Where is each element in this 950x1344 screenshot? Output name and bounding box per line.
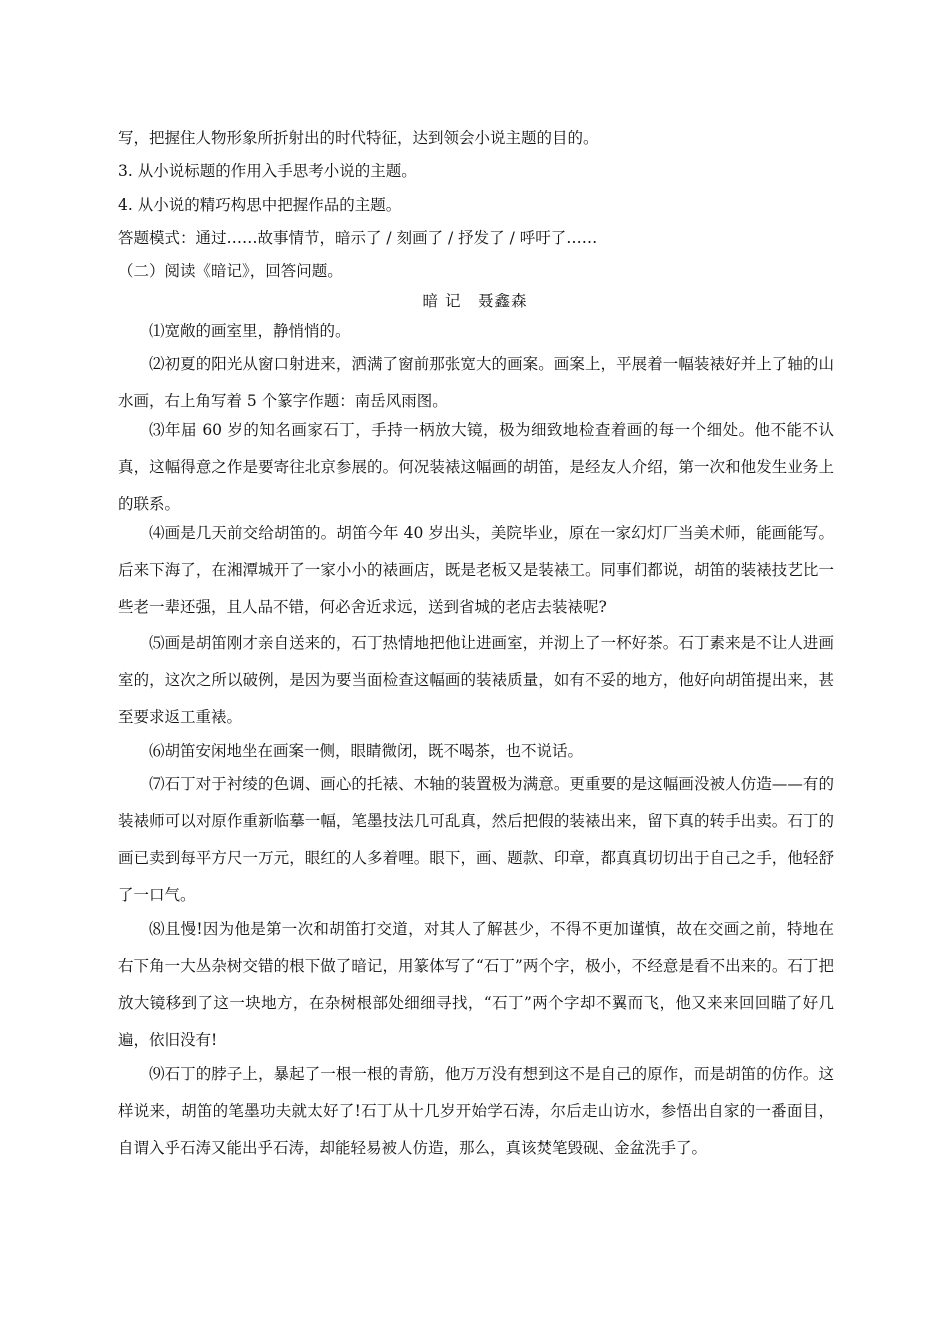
article-paragraph-9: ⑼石丁的脖子上，暴起了一根一根的青筋，他万万没有想到这不是自己的原作，而是胡笛的仿作。这样说来，胡笛的笔墨功夫就太好了!石丁从十几岁开始学石涛，尔后走山访水，参悟出自家的一番面目，自谓入乎石涛又能出乎石涛，却能轻易被人仿造，那么，真该焚笔毁砚、金盆洗手了。 xyxy=(118,1065,834,1157)
article-paragraph-1: ⑴宽敞的画室里，静悄悄的。 xyxy=(149,322,351,340)
intro-line: 3. 从小说标题的作用入手思考小说的主题。 xyxy=(118,162,417,180)
article-paragraph-8: ⑻且慢!因为他是第一次和胡笛打交道，对其人了解甚少，不得不更加谨慎，故在交画之前，特地在右下角一大丛杂树交错的根下做了暗记，用篆体写了“石丁”两个字，极小，不经意是看不出来的。石丁把放大镜移到了这一块地方，在杂树根部处细细寻找，“石丁”两个字却不翼而飞，他又来来回回瞄了好几遍，依旧没有! xyxy=(118,920,834,1049)
answer-pattern-line: 答题模式：通过……故事情节，暗示了 / 刻画了 / 抒发了 / 呼吁了…… xyxy=(118,229,598,247)
article-paragraph-3: ⑶年届 60 岁的知名画家石丁，手持一柄放大镜，极为细致地检查着画的每一个细处。他不能不认真，这幅得意之作是要寄往北京参展的。何况装裱这幅画的胡笛，是经友人介绍，第一次和他发生业务上的联系。 xyxy=(118,421,834,513)
article-paragraph-2: ⑵初夏的阳光从窗口射进来，洒满了窗前那张宽大的画案。画案上，平展着一幅装裱好并上了轴的山水画，右上角写着 5 个篆字作题：南岳风雨图。 xyxy=(118,355,834,410)
intro-line: 写，把握住人物形象所折射出的时代特征，达到领会小说主题的目的。 xyxy=(118,129,599,147)
article-title: 暗 记 聂鑫森 xyxy=(422,292,528,310)
section-heading: （二）阅读《暗记》，回答问题。 xyxy=(118,262,343,280)
article-paragraph-6: ⑹胡笛安闲地坐在画案一侧，眼睛微闭，既不喝茶，也不说话。 xyxy=(149,742,584,760)
article-paragraph-7: ⑺石丁对于衬绫的色调、画心的托裱、木轴的装置极为满意。更重要的是这幅画没被人仿造——有的装裱师可以对原作重新临摹一幅，笔墨技法几可乱真，然后把假的装裱出来，留下真的转手出卖。石丁的画已卖到每平方尺一万元，眼红的人多着哩。眼下，画、题款、印章，都真真切切出于自己之手，他轻舒了一口气。 xyxy=(118,775,834,904)
intro-line: 4. 从小说的精巧构思中把握作品的主题。 xyxy=(118,196,402,214)
article-paragraph-4: ⑷画是几天前交给胡笛的。胡笛今年 40 岁出头，美院毕业，原在一家幻灯厂当美术师，能画能写。后来下海了，在湘潭城开了一家小小的裱画店，既是老板又是装裱工。同事们都说，胡笛的装裱技艺比一些老一辈还强，且人品不错，何必舍近求远，送到省城的老店去装裱呢? xyxy=(118,524,834,616)
article-paragraph-5: ⑸画是胡笛刚才亲自送来的，石丁热情地把他让进画室，并沏上了一杯好茶。石丁素来是不让人进画室的，这次之所以破例，是因为要当面检查这幅画的装裱质量，如有不妥的地方，他好向胡笛提出来，甚至要求返工重裱。 xyxy=(118,634,834,726)
